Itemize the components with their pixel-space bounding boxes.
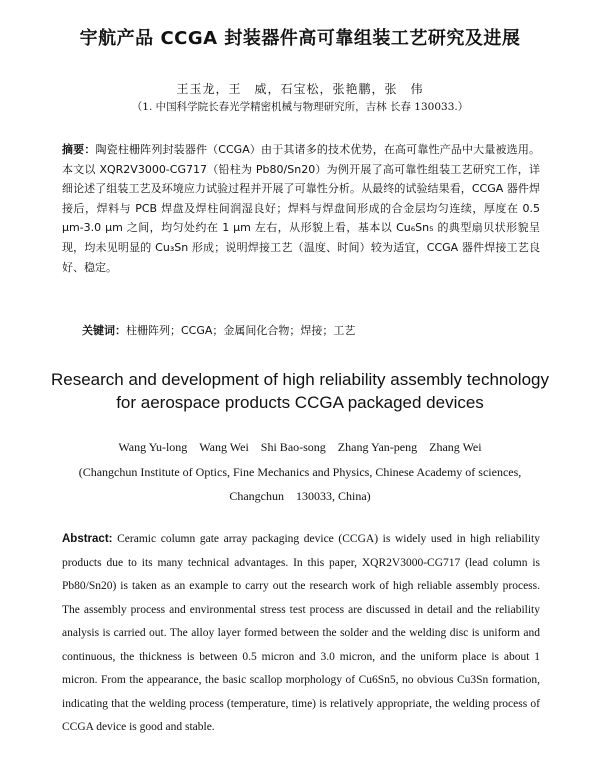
- affiliation-chinese: （1. 中国科学院长春光学精密机械与物理研究所，吉林 长春 130033.）: [131, 101, 469, 113]
- abstract-chinese-label: 摘要：: [62, 143, 96, 156]
- title-english-line-1: Research and development of high reliability assembly technology: [50, 370, 549, 389]
- authors-english: Wang Yu-long Wang Wei Shi Bao-song Zhang Yan-peng Zhang Wei: [118, 440, 482, 454]
- abstract-english-label: Abstract:: [62, 533, 113, 545]
- authors-chinese: 王玉龙，王 威，石宝松，张艳鹏，张 伟: [176, 82, 424, 96]
- affiliation-english-line-2: Changchun 130033, China): [229, 489, 371, 503]
- title-chinese: 宇航产品 CCGA 封装器件高可靠组装工艺研究及进展: [79, 28, 521, 49]
- affiliation-english-line-1: (Changchun Institute of Optics, Fine Mechanics and Physics, Chinese Academy of sciences,: [78, 465, 522, 479]
- abstract-english-text: Ceramic column gate array packaging device (CCGA) is widely used in high reliability products due to its many technical advantages. In this paper, XQR2V3000-CG717 (lead column is Pb80/Sn20) is taken as an example to carry out the research work of high reliable assembly process. The assembly process and environmental stress test process are discussed in detail and the reliability analysis is carried out. The alloy layer formed between the solder and the welding disc is uniform and continuous, the thickness is between 0.5 micron and 3.0 micron, and the uniform place is about 1 micron. From the appearance, the basic scallop morphology of Cu6Sn5, no obvious Cu3Sn formation, indicating that the welding process (temperature, time) is relatively appropriate, the welding process of CCGA device is good and stable.: [62, 533, 540, 733]
- title-english-line-2: for aerospace products CCGA packaged devices: [116, 393, 484, 412]
- keywords-chinese-label: 关键词：: [82, 324, 126, 337]
- title-english: [0, 368, 600, 414]
- keywords-chinese: [82, 322, 542, 338]
- abstract-chinese-text: 陶瓷柱栅阵列封装器件（CCGA）由于其诸多的技术优势，在高可靠性产品中大量被选用。本文以 XQR2V3000-CG717（铅柱为 Pb80/Sn20）为例开展了高可靠性组装工艺研究工作，详细论述了组装工艺及环境应力试验过程并开展了可靠性分析。从最终的试验结果看，CCGA 器件焊接后，焊料与 PCB 焊盘及焊柱间润湿良好；焊料与焊盘间形成的合金层均匀连续，厚度在 0.5 μm-3.0 μm 之间，均匀处约在 1 μm 左右，从形貌上看，基本以 Cu₆Sn₅ 的典型扇贝状形貌呈现，均未见明显的 Cu₃Sn 形成；说明焊接工艺（温度、时间）较为适宜，CCGA 器件焊接工艺良好、稳定。: [62, 143, 540, 274]
- affiliation-english: [0, 460, 600, 508]
- abstract-english: [62, 528, 540, 740]
- keywords-chinese-text: 柱栅阵列；CCGA；金属间化合物；焊接；工艺: [126, 324, 356, 337]
- abstract-chinese: [62, 140, 540, 277]
